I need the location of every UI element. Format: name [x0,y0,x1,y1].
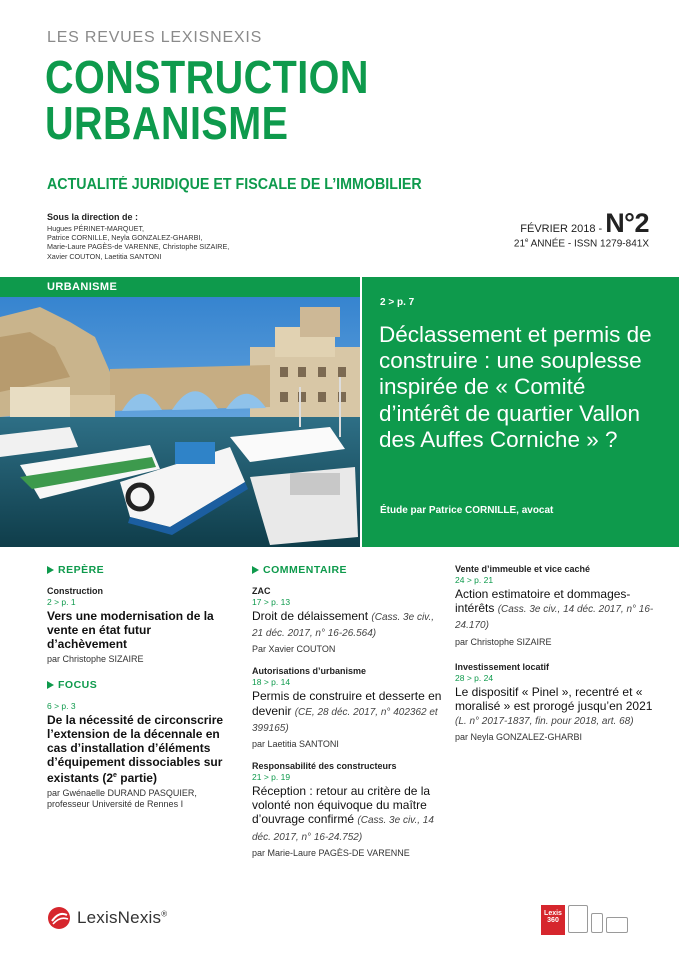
citation: (Cass. 3e civ., 14 déc. 2017, n° 16-24.170) [455,604,654,632]
article-author: par Christophe SIZAIRE [47,654,144,664]
direction-name-line: Hugues PÉRINET-MARQUET, [47,224,145,233]
direction-label: Sous la direction de : [47,212,139,222]
article-ref: 24 > p. 21 [455,575,494,585]
section-label: COMMENTAIRE [263,564,348,576]
direction-name-line: Marie-Laure PAGÈS-de VARENNE, Christophe SIZAIRE, [47,242,230,252]
magazine-title [45,51,369,149]
title-line-2: URBANISME [45,97,289,149]
article-ref: 21 > p. 19 [252,772,291,783]
article-title [455,685,655,730]
column-right [455,564,655,754]
badge-line: Lexis [544,910,562,917]
harbor-photo-illustration [0,277,360,547]
article-ref: 2 > p. 1 [47,597,76,607]
cover-story-headline: Déclassement et permis de construire : une souplesse inspirée de « Comité d’intérêt de quartier Vallon des Auffes Corniche » ? [379,322,652,452]
section-repere [47,564,232,576]
cover-photo [0,277,360,547]
section-arrow-icon [47,681,54,689]
lexisnexis-logo [47,906,167,930]
column-repere-focus [47,564,232,821]
section-commentaire [252,564,442,576]
article-title [252,784,442,845]
editorial-board [47,212,287,261]
article-item [455,662,655,744]
article-item [252,666,442,750]
article-author: par Neyla GONZALEZ-GHARBI [455,732,583,743]
phone-icon [591,913,603,933]
section-label: REPÈRE [58,564,105,576]
title-text: Réception : retour au critère de la volonté non équivoque du maître d’ouvrage confirmé [252,784,431,827]
title-line-1: CONSTRUCTION [45,51,369,103]
citation: (Cass. 3e civ., 14 déc. 2017, n° 16-24.752) [252,815,434,843]
article-category: Construction [47,586,103,596]
article-ref: 28 > p. 24 [455,672,494,683]
issue-info [514,208,649,249]
article-category: Vente d’immeuble et vice caché [455,564,591,574]
cover-story-author: Étude par Patrice CORNILLE, avocat [380,505,554,516]
year-rest: ANNÉE - ISSN 1279-841X [528,238,649,250]
article-title [455,587,655,634]
article-author: par Laetitia SANTONI [252,739,339,750]
article-author: par Christophe SIZAIRE [455,636,552,647]
article-item [252,761,442,859]
lexis360-badge [541,905,565,935]
article-category: Responsabilité des constructeurs [252,761,397,772]
article-author: Par Xavier COUTON [252,644,336,655]
issue-number: N°2 [605,208,649,238]
magazine-subtitle: ACTUALITÉ JURIDIQUE ET FISCALE DE L’IMMOBILIER [47,176,422,193]
article-category: Autorisations d’urbanisme [252,666,367,677]
rubric-bar [0,277,360,297]
brand-name: LexisNexis [77,908,162,927]
devices-icon [568,905,628,933]
article-title [252,689,442,736]
cover-story-ref: 2 > p. 7 [380,297,415,308]
author-line: professeur Université de Rennes I [47,799,184,809]
cover-story-panel [362,277,679,547]
author-line: par Gwénaelle DURAND PASQUIER, [47,788,197,798]
direction-name-line: Xavier COUTON, Laetitia SANTONI [47,251,162,261]
section-arrow-icon [252,566,259,574]
article-item [455,564,655,648]
article-category: ZAC [252,586,271,596]
article-ref: 6 > p. 3 [47,701,76,711]
section-focus [47,679,232,691]
article-item [252,586,442,655]
article-item [47,586,232,665]
year-sup: e [525,238,529,244]
direction-names [47,224,287,261]
brand-mark: ® [161,909,168,919]
title-sup: e [113,772,117,779]
title-text: Permis de construire et desserte en devenir [252,689,442,718]
issue-date: FÉVRIER 2018 - [520,223,603,235]
citation: (Cass. 3e civ., 21 déc. 2017, n° 16-26.564) [252,612,434,640]
year-number: 21 [513,238,526,250]
cover-story [0,277,679,547]
article-item [47,701,232,810]
article-ref: 18 > p. 14 [252,677,291,688]
title-text: Le dispositif « Pinel », recentré et « moralisé » est prorogé jusqu’en 2021 [455,684,653,713]
rubric-label: URBANISME [47,281,118,293]
article-author [47,788,232,810]
title-end: partie) [116,771,157,785]
logo-text [77,908,167,928]
publisher-label: LES REVUES LEXISNEXIS [47,29,263,46]
issue-year-issn [514,238,649,249]
article-title: Vers une modernisation de la vente en état futur d’achèvement [47,609,214,651]
section-label: FOCUS [58,679,98,691]
citation: (L. n° 2017-1837, fin. pour 2018, art. 68) [455,716,634,728]
citation: (CE, 28 déc. 2017, n° 402362 et 399165) [252,706,438,734]
badge-line: 360 [547,917,559,924]
title-main: De la nécessité de circonscrire l’extension de la décennale en cas d’installation d’éléments d’équipement dissociables sur existants (2 [47,713,224,785]
section-arrow-icon [47,566,54,574]
tablet-icon [568,905,588,933]
article-category: Investissement locatif [455,661,550,672]
article-ref: 17 > p. 13 [252,597,291,607]
monitor-icon [606,917,628,933]
title-text: Action estimatoire et dommages-intérêts [455,587,631,616]
column-commentaire [252,564,442,870]
article-author: par Marie-Laure PAGÈS-DE VARENNE [252,847,410,858]
article-title [47,713,232,785]
direction-name-line: Patrice CORNILLE, Neyla GONZALEZ-GHARBI, [47,233,203,243]
article-title [252,609,442,641]
title-text: Droit de délaissement [252,609,372,623]
lexisnexis-logo-icon [47,906,71,930]
